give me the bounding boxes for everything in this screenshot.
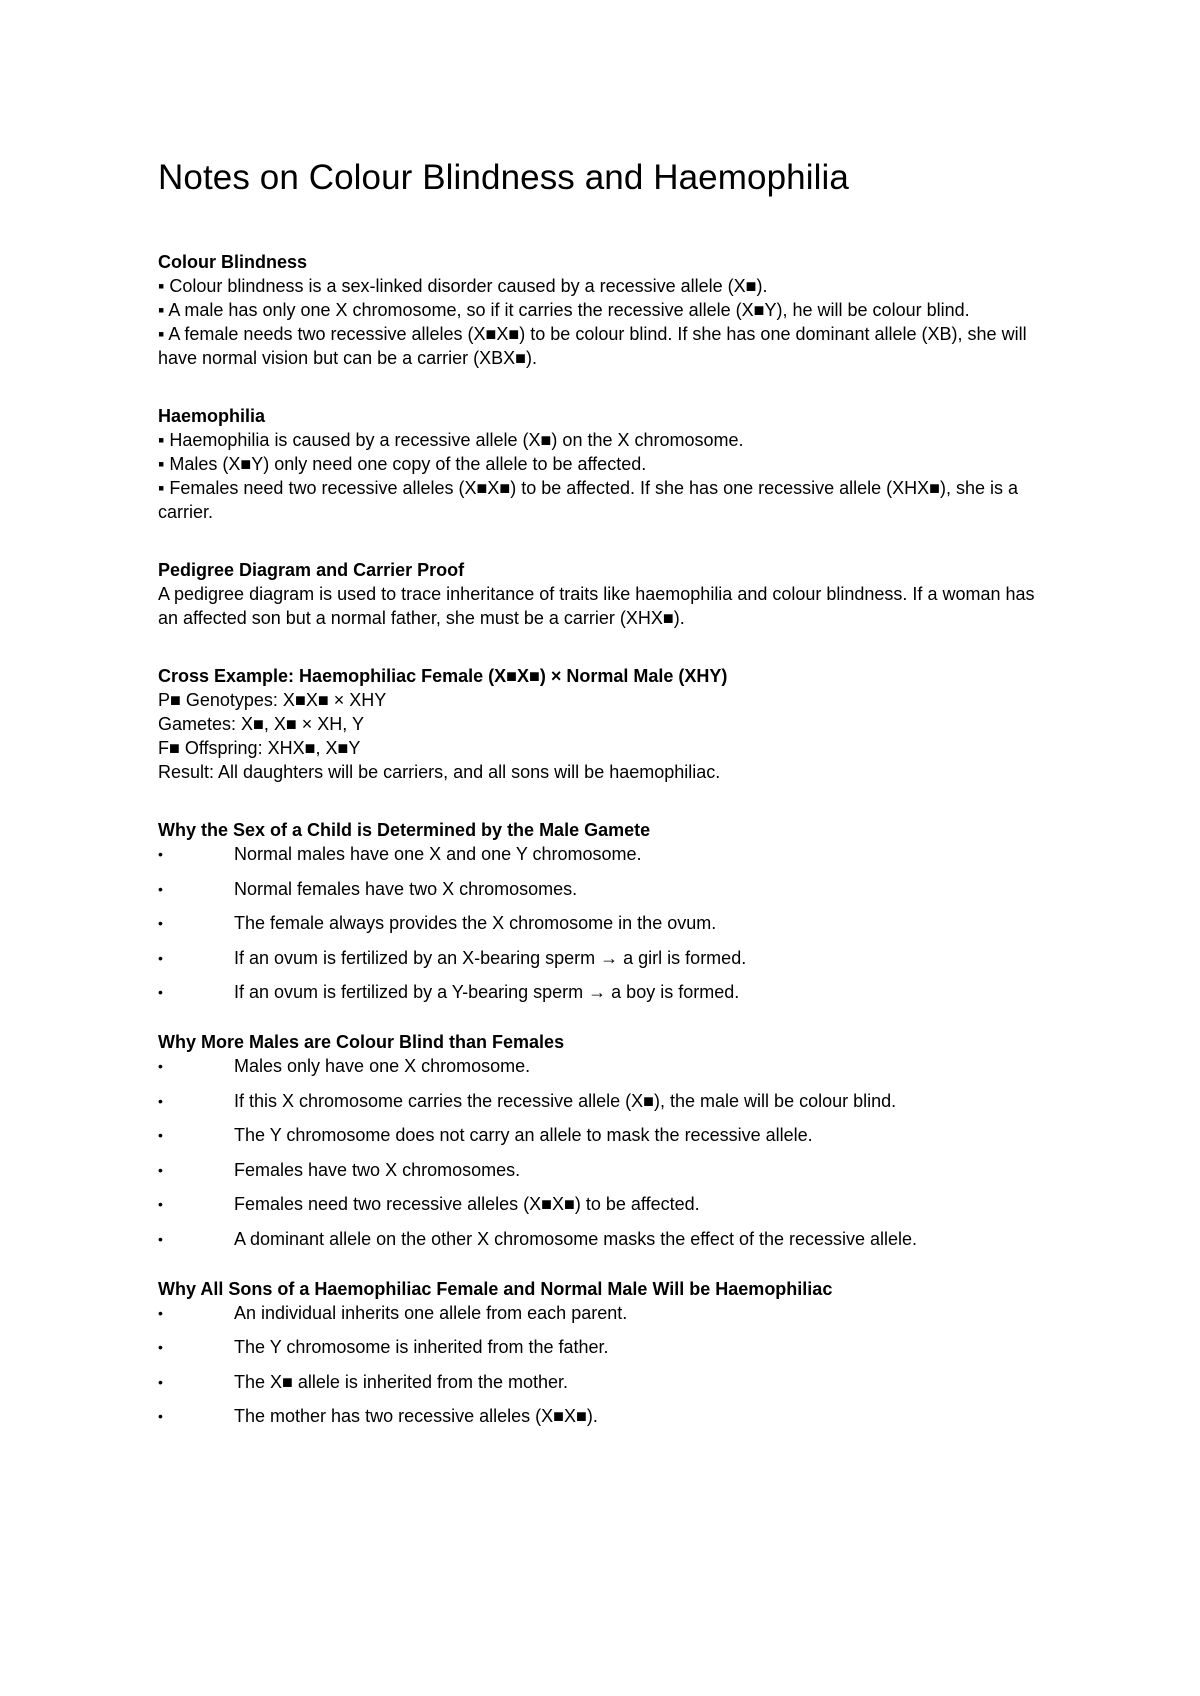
bullet-dot: • [158, 1408, 163, 1425]
section-colour-blindness [158, 250, 1058, 370]
section-all-sons [158, 1277, 1058, 1429]
list-item [158, 1370, 1058, 1394]
list-item-text: Normal females have two X chromosomes. [234, 878, 578, 899]
bullet-dot: • [158, 1339, 163, 1356]
text-line: ▪ Haemophilia is caused by a recessive allele (X■) on the X chromosome. [158, 430, 744, 451]
bullet-dot: • [158, 846, 163, 863]
section-more-males [158, 1030, 1058, 1251]
list-item-text: An individual inherits one allele from each parent. [234, 1302, 628, 1323]
list-item [158, 1301, 1058, 1325]
bullet-list [158, 842, 1058, 1004]
section-heading: Why More Males are Colour Blind than Females [158, 1032, 565, 1053]
bullet-dot: • [158, 984, 163, 1001]
bullet-dot: • [158, 1196, 163, 1213]
list-item [158, 911, 1058, 935]
bullet-dot: • [158, 915, 163, 932]
bullet-dot: • [158, 1304, 163, 1321]
page-title: Notes on Colour Blindness and Haemophilia [158, 158, 849, 197]
bullet-list [158, 1301, 1058, 1429]
text-line: ▪ A female needs two recessive alleles (X■X■) to be colour blind. If she has one dominant allele (XB), she will have normal vision but can be a carrier (XBX■). [158, 324, 1027, 369]
list-item-text: Females need two recessive alleles (X■X■) to be affected. [234, 1194, 700, 1215]
text-line: ▪ A male has only one X chromosome, so if it carries the recessive allele (X■Y), he will be colour blind. [158, 300, 970, 321]
section-heading: Colour Blindness [158, 252, 308, 273]
list-item-text: Males only have one X chromosome. [234, 1056, 531, 1077]
list-item [158, 1158, 1058, 1182]
list-item-text: The X■ allele is inherited from the mother. [234, 1371, 569, 1392]
list-item-text: The Y chromosome is inherited from the father. [234, 1337, 609, 1358]
text-line: ▪ Colour blindness is a sex-linked disorder caused by a recessive allele (X■). [158, 276, 768, 297]
list-item [158, 1404, 1058, 1428]
bullet-dot: • [158, 1058, 163, 1075]
list-item [158, 1192, 1058, 1216]
bullet-list [158, 1054, 1058, 1251]
list-item [158, 842, 1058, 866]
bullet-dot: • [158, 880, 163, 897]
list-item-text: Females have two X chromosomes. [234, 1159, 521, 1180]
bullet-dot: • [158, 1373, 163, 1390]
list-item [158, 1089, 1058, 1113]
section-sex-determination [158, 818, 1058, 1004]
text-line: ▪ Females need two recessive alleles (X■X■) to be affected. If she has one recessive allele (XHX■), she is a carrier. [158, 478, 1019, 523]
section-pedigree [158, 558, 1058, 630]
text-line: Gametes: X■, X■ × XH, Y [158, 714, 364, 735]
text-line: ▪ Males (X■Y) only need one copy of the allele to be affected. [158, 454, 647, 475]
section-heading: Cross Example: Haemophiliac Female (X■X■) × Normal Male (XHY) [158, 666, 728, 687]
bullet-dot: • [158, 1161, 163, 1178]
list-item [158, 1123, 1058, 1147]
list-item [158, 877, 1058, 901]
list-item-text: The mother has two recessive alleles (X■X■). [234, 1406, 598, 1427]
section-haemophilia [158, 404, 1058, 524]
list-item [158, 1335, 1058, 1359]
list-item [158, 946, 1058, 970]
text-line: Result: All daughters will be carriers, and all sons will be haemophiliac. [158, 762, 721, 783]
text-line: F■ Offspring: XHX■, X■Y [158, 738, 361, 759]
section-heading: Why the Sex of a Child is Determined by the Male Gamete [158, 820, 651, 841]
list-item [158, 1227, 1058, 1251]
section-heading: Pedigree Diagram and Carrier Proof [158, 560, 465, 581]
text-line: P■ Genotypes: X■X■ × XHY [158, 690, 387, 711]
list-item-text: If an ovum is fertilized by a Y-bearing sperm → a boy is formed. [234, 982, 740, 1003]
bullet-dot: • [158, 1230, 163, 1247]
list-item-text: If this X chromosome carries the recessive allele (X■), the male will be colour blind. [234, 1090, 897, 1111]
list-item-text: If an ovum is fertilized by an X-bearing sperm → a girl is formed. [234, 947, 747, 968]
paragraph: A pedigree diagram is used to trace inheritance of traits like haemophilia and colour blindness. If a woman has an affected son but a normal father, she must be a carrier (XHX■). [158, 584, 1035, 629]
list-item-text: The Y chromosome does not carry an allele to mask the recessive allele. [234, 1125, 813, 1146]
list-item-text: Normal males have one X and one Y chromosome. [234, 844, 642, 865]
bullet-dot: • [158, 1092, 163, 1109]
document-body [158, 158, 1058, 1454]
bullet-dot: • [158, 1127, 163, 1144]
section-heading: Haemophilia [158, 406, 266, 427]
list-item-text: A dominant allele on the other X chromosome masks the effect of the recessive allele. [234, 1228, 918, 1249]
section-heading: Why All Sons of a Haemophiliac Female and Normal Male Will be Haemophiliac [158, 1278, 833, 1299]
list-item [158, 1054, 1058, 1078]
list-item-text: The female always provides the X chromosome in the ovum. [234, 913, 717, 934]
section-cross-example [158, 664, 1058, 784]
list-item [158, 980, 1058, 1004]
bullet-dot: • [158, 949, 163, 966]
